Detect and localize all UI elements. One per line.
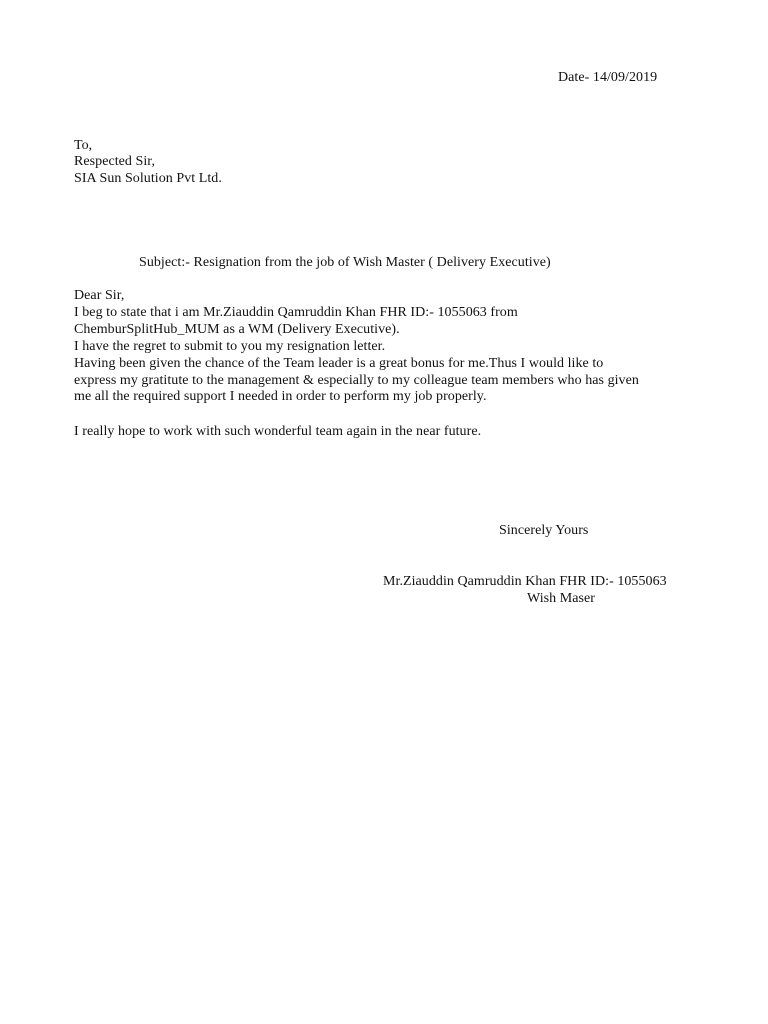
salutation: Dear Sir, bbox=[74, 288, 125, 303]
recipient-company: SIA Sun Solution Pvt Ltd. bbox=[74, 171, 222, 186]
letter-subject: Subject:- Resignation from the job of Wish Master ( Delivery Executive) bbox=[139, 255, 551, 270]
body-line: I have the regret to submit to you my resignation letter. bbox=[74, 339, 386, 354]
recipient-line-to: To, bbox=[74, 138, 93, 153]
letter-date: Date- 14/09/2019 bbox=[558, 70, 658, 85]
body-line: Having been given the chance of the Team leader is a great bonus for me.Thus I would like to bbox=[74, 356, 604, 371]
recipient-line-greeting: Respected Sir, bbox=[74, 154, 156, 169]
signature-title: Wish Maser bbox=[527, 591, 595, 606]
body-line: me all the required support I needed in order to perform my job properly. bbox=[74, 389, 487, 404]
body-line: express my gratitute to the management & especially to my colleague team members who has given bbox=[74, 373, 639, 388]
body-line: ChemburSplitHub_MUM as a WM (Delivery Executive). bbox=[74, 322, 400, 337]
sign-off: Sincerely Yours bbox=[499, 523, 589, 538]
signature-name: Mr.Ziauddin Qamruddin Khan FHR ID:- 1055063 bbox=[383, 574, 667, 589]
body-line: I beg to state that i am Mr.Ziauddin Qamruddin Khan FHR ID:- 1055063 from bbox=[74, 305, 518, 320]
closing-paragraph: I really hope to work with such wonderful team again in the near future. bbox=[74, 424, 482, 439]
